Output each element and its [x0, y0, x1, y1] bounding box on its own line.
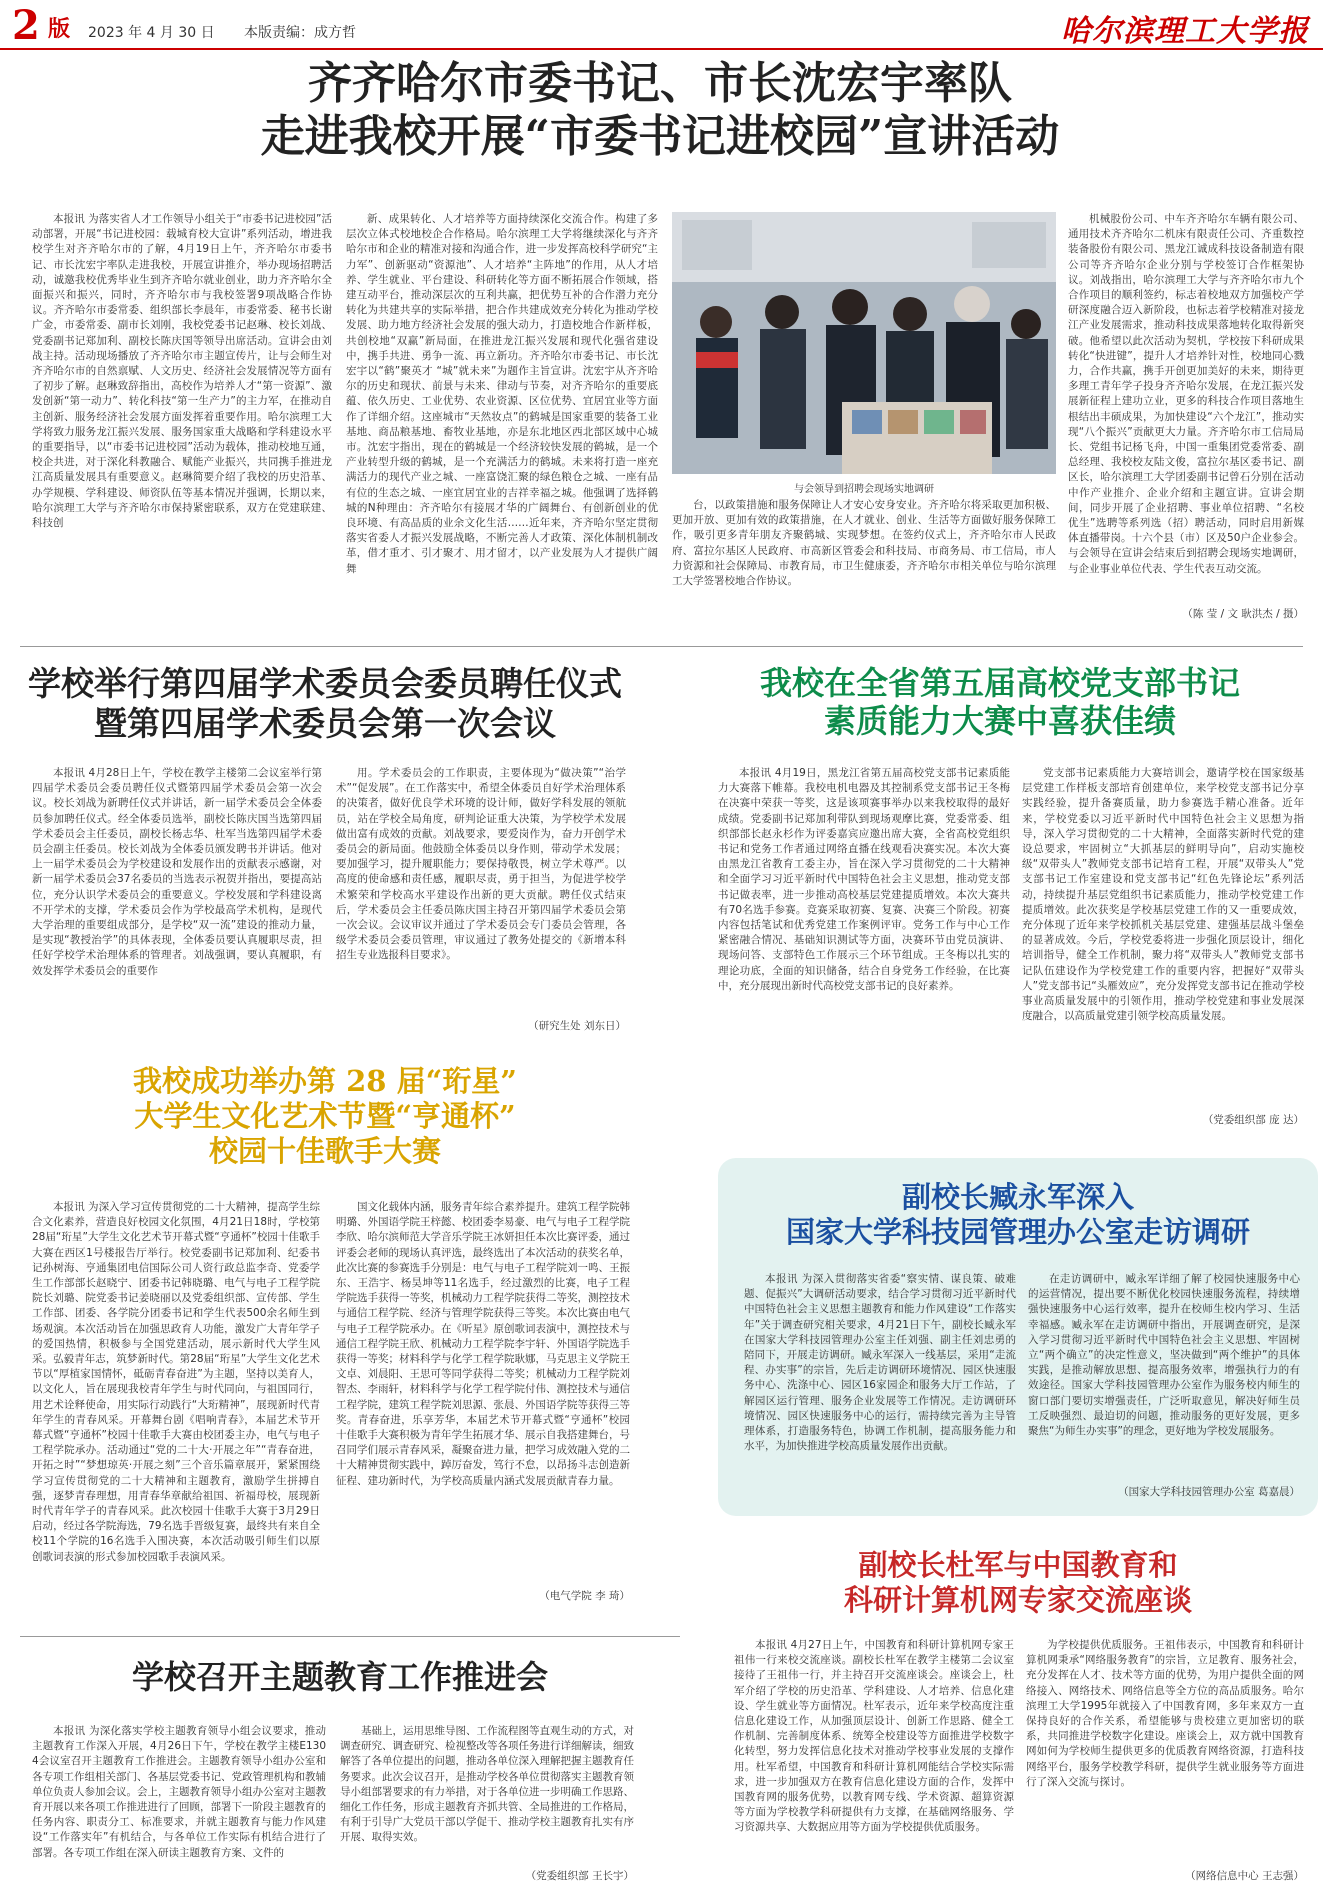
visit-column-1	[744, 1272, 1016, 1504]
academic-column-2	[336, 766, 626, 1016]
section-divider-2	[20, 1636, 680, 1637]
party-byline: （党委组织部 庞 达）	[1202, 1114, 1304, 1126]
visit-text-1: 本报讯 为深入贯彻落实省委“察实情、谋良策、破难题、促振兴”大调研活动要求，结合学习贯彻习近平新时代中国特色社会主义思想主题教育和能力作风建设“工作落实年”关于调查研究相关要求，4月21日下午，副校长臧永军在国家大学科技园管理办公室主任刘强、副主任刘忠勇的陪同下，开展走访调研。臧永军深入一线基层，采用“走流程、办实事”的宗旨，先后走访调研环境情况、园区快速服务中心、洗涤中心、园区16家园企和服务大厅工作站，了解园区运行管理、服务企业发展等工作情况。走访调研环境情况、园区快速服务中心的运行，需持续完善为主导管理体系，打造服务特色，协调工作机制，提高服务能力和水平，为加快推进学校高质量发展作出贡献。	[744, 1273, 1016, 1453]
academic-headline-line1: 学校举行第四届学术委员会委员聘任仪式	[28, 664, 622, 703]
arts-column-1	[32, 1200, 320, 1628]
academic-text-1: 本报讯 4月28日上午，学校在教学主楼第二会议室举行第四届学术委员会委员聘任仪式暨第四届学术委员会第一次会议。校长刘战为新聘任仪式并讲话，新一届学术委员会全体委员参加聘任仪式。经全体委员选举，副校长陈庆国当选第四届学术委员会主任委员，副校长杨志华、杜军当选第四届学术委员会副主任委员。校长刘战为全体委员颁发聘书并讲话。他对上一届学术委员会为学校建设和发展作出的贡献表示感谢，对新一届学术委员会37名委员的当选表示祝贺并指出，要提高站位，充分认识学术委员会的重要意义。学校发展和学科建设离不开学术的支撑，学术委员会作为学校最高学术机构，是现代大学治理的重要组成部分，是学校“双一流”建设的推动力量，是实现“教授治学”的具体表现，全体委员要认真履职尽责，担任好学校学术治理体系的管理者。刘战强调，要认真履职，有效发挥学术委员会的重要作	[32, 767, 322, 977]
network-headline-line1: 副校长杜军与中国教育和	[858, 1548, 1178, 1582]
section-divider	[20, 646, 1303, 647]
education-headline: 学校召开主题教育工作推进会	[131, 1658, 548, 1696]
lead-byline: （陈 莹 / 文 耿洪杰 / 摄）	[1182, 608, 1304, 620]
network-headline-line2: 科研计算机网专家交流座谈	[843, 1582, 1192, 1617]
network-column-1	[734, 1638, 1014, 1884]
lead-text-1: 本报讯 为落实省人才工作领导小组关于“市委书记进校园”活动部署，开展“书记进校园：载城育校大宣讲”系列活动，增进我校学生对齐齐哈尔市的了解，4月19日上午，齐齐哈尔市委书记、市长沈宏宇率队走进我校，开展宣讲推介，举办现场招聘活动，诚邀我校优秀毕业生到齐齐哈尔就业创业，助力齐齐哈尔全面振兴和振兴，同时，齐齐哈尔市与我校签署9项战略合作协议。齐齐哈尔市委常委、组织部长李晨年，市委常委、秘书长谢广金，市委常委、副市长刘刚，我校党委书记赵琳、校长刘战、党委副书记郑加利、副校长陈庆国等领导出席活动。宣讲会由刘战主持。活动现场播放了齐齐哈尔市主题宣传片，让与会师生对齐齐哈尔市的自然禀赋、人文历史、经济社会发展情况等方面有了初步了解。赵琳致辞指出，高校作为培养人才“第一资源”、激发创新“第一动力”、转化科技“第一生产力”的主力军，在推动自主创新、服务经济社会发展方面发挥着重要作用。哈尔滨理工大学将致力服务龙江振兴发展、服务国家重大战略和学科建设水平的重要指导，以“市委书记进校园”活动为载体，推动校地互通，校企共进，对于深化科教融合、赋能产业振兴，共同携手推进龙江高质量发展具有重要意义。赵琳简要介绍了我校的历史沿革、办学规模、学科建设、师资队伍等基本情况并强调，长期以来，哈尔滨理工大学与齐齐哈尔市保持紧密联系，双方在党建联建、科技创	[32, 213, 332, 530]
arts-headline	[20, 1064, 630, 1168]
visit-headline	[718, 1180, 1318, 1250]
arts-column-2	[336, 1200, 630, 1572]
party-headline-line2: 素质能力大赛中喜获佳绩	[823, 702, 1176, 741]
page-suffix: 版	[48, 17, 71, 42]
academic-column-1	[32, 766, 322, 1041]
party-column-2	[1022, 766, 1304, 1096]
party-headline-line1: 我校在全省第五届高校党支部书记	[759, 664, 1240, 702]
lead-column-3	[672, 498, 1056, 622]
page-number: 2	[12, 2, 40, 49]
party-column-1	[718, 766, 1010, 1111]
visit-headline-line2: 国家大学科技园管理办公室走访调研	[785, 1214, 1250, 1249]
education-byline: （党委组织部 王长宇）	[525, 1870, 634, 1882]
party-text-2: 党支部书记素质能力大赛培训会，邀请学校在国家级基层党建工作样板支部培育创建单位，来学校党支部书记分享实践经验，提升备赛质量，助力参赛选手精心准备。近年来，学校党委以习近平新时代中国特色社会主义思想为指导，深入学习贯彻党的二十大精神，全面落实新时代党的建设总要求，牢固树立“大抓基层的鲜明导向”，启动实施校级“双带头人”教师党支部书记培育工程，开展“双带头人”党支部书记工作室建设和党支部书记“红色先锋论坛”系列活动，持续提升基层党组织书记素质能力，推动学校党建工作提质增效。此次获奖是学校基层党建工作的又一重要成效，充分体现了近年来学校抓机关基层党建、建强基层战斗堡垒的显著成效。今后，学校党委将进一步强化顶层设计，细化培训指导，健全工作机制，聚力将“双带头人”教师党支部书记队伍建设作为学校党建工作的重要内容，把握好“双带头人”党支部书记“头雁效应”，充分发挥党支部书记在推动学校事业高质量发展中的引领作用，推动学校党建和事业发展深度融合，以高质量党建引领学校高质量发展。	[1022, 767, 1304, 1023]
masthead	[0, 0, 1323, 50]
lead-headline-line1: 齐齐哈尔市委书记、市长沈宏宇率队	[308, 58, 1012, 109]
arts-headline-line3: 校园十佳歌手大赛	[208, 1133, 441, 1168]
lead-column-2	[346, 212, 658, 622]
photo-scene-image	[672, 212, 1056, 474]
lead-column-4	[1068, 212, 1304, 604]
party-text-1: 本报讯 4月19日，黑龙江省第五届高校党支部书记素质能力大赛落下帷幕。我校电机电器及其控制系党支部书记王冬梅在决赛中荣获一等奖，这是该项赛事举办以来我校取得的最好成绩。党委副书记郑加利带队到现场观摩比赛，党委常委、组织部部长赵永杉作为评委嘉宾应邀出席大赛，全省高校党组织书记和党务工作者通过网络直播在线观看决赛实况。本次大赛由黑龙江省教育工委主办，旨在深入学习贯彻党的二十大精神和全面学习习近平新时代中国特色社会主义思想，推动党支部书记做表率，进一步推动高校基层党建提质增效。本次大赛共有70名选手参赛。竞赛采取初赛、复赛、决赛三个阶段。初赛内容包括笔试和优秀党建工作案例评审。党务工作与中心工作紧密融合情况、基础知识测试等方面，决赛环节由党员演讲、现场问答、支部特色工作展示三个环节组成。王冬梅以扎实的理论功底，全面的知识储备，结合自身党务工作经验，在比赛中，充分展现出新时代高校党支部书记的良好素养。	[718, 767, 1010, 992]
academic-headline-line2: 暨第四届学术委员会第一次会议	[94, 703, 556, 743]
arts-byline: （电气学院 李 琦）	[539, 1590, 630, 1602]
party-headline	[700, 664, 1300, 741]
education-text-1: 本报讯 为深化落实学校主题教育领导小组会议要求，推动主题教育工作深入开展，4月26日下午，学校在教学主楼E1304会议室召开主题教育工作推进会。主题教育领导小组办公室和各专项工作组相关部门、各基层党委书记、党政管理机构和教辅单位负责人参加会议。会上，主题教育领导小组办公室对主题教育开展以来各项工作推进进行了回顾，部署下一阶段主题教育的任务内容、职责分工、标准要求，并就主题教育与能力作风建设“工作落实年”有机结合，与各单位工作实际有机结合进行了部署。各专项工作组在深入研读主题教育方案、文件的	[32, 1725, 326, 1859]
network-headline	[718, 1548, 1318, 1618]
network-column-2	[1026, 1638, 1304, 1862]
network-text-2: 为学校提供优质服务。王祖伟表示，中国教育和科研计算机网秉承“网络服务教育”的宗旨，立足教育、服务社会，充分发挥在人才、技术等方面的优势，为用户提供全面的网络接入、网络技术、网络信息等全方位的高品质服务。哈尔滨理工大学1995年就接入了中国教育网，多年来双方一直保持良好的合作关系，希望能够与贵校建立更加密切的联系，共同推进学校数字化建设。座谈会上，双方就中国教育网如何为学校师生提供更多的优质教育网络资源，打造科技网络平台，服务学校教学科研，提供学生就业服务等方面进行了深入交流与探讨。	[1026, 1639, 1304, 1788]
academic-text-2: 用。学术委员会的工作职责，主要体现为“做决策”“治学术”“促发展”。在工作落实中，希望全体委员自好学术治理体系的决策者，做好优良学术环境的设计师，做好学科发展的领航员，站在学校全局角度，研判论证重大决策，为学校学术发展做出富有成效的贡献。刘战要求，要爱岗作为，奋力开创学术委员会的新局面。他鼓励全体委员以身作则，带动学术发展；要加强学习，提升履职能力；要保持敬畏，树立学术尊严。以高度的使命感和责任感，履职尽责，勇于担当，为促进学校学术繁荣和学校高水平建设作出新的更大贡献。聘任仪式结束后，学术委员会主任委员陈庆国主持召开第四届学术委员会第一次会议。会议审议并通过了学术委员会专门委员会管理，各级学术委员会委员管理，审议通过了教务处提交的《新增本科招生专业选报科目要求》。	[336, 767, 626, 962]
visit-byline: （国家大学科技园管理办公室 葛嘉晨）	[1118, 1486, 1300, 1498]
network-text-1: 本报讯 4月27日上午，中国教育和科研计算机网专家王祖伟一行来校交流座谈。副校长杜军在教学主楼第二会议室接待了王祖伟一行，并主持召开交流座谈会。座谈会上，杜军介绍了学校的历史沿革、学科建设、人才培养、信息化建设、学生就业等方面情况。杜军表示，近年来学校高度注重信息化建设工作，从加强顶层设计、创新工作思路、健全工作机制、完善制度体系、统筹全校建设等方面推进学校数字化转型，努力发挥信息化技术对推动学校事业发展的支撑作用。杜军希望，中国教育和科研计算机网能结合学校实际需求，进一步加强双方在教育信息化建设方面的合作，发挥中国教育网的服务优势，以教育网专线、学术资源、超算资源等方面为学校教学科研提供有力支撑，在基础网络服务、学习资源共享、大数据应用等方面为学校提供优质服务。	[734, 1639, 1014, 1834]
visit-column-2	[1028, 1272, 1300, 1478]
newspaper-logo: 哈尔滨理工大学报	[1061, 14, 1309, 49]
lead-text-4: 机械股份公司、中车齐齐哈尔车辆有限公司、通用技术齐齐哈尔二机床有限责任公司、齐重数控装备股份有限公司、黑龙江诚成科技设备制造有限公司等齐齐哈尔企业分别与学校签订合作框架协议。刘战指出，哈尔滨理工大学与齐齐哈尔市九个合作项目的顺利签约，标志着校地双方加强校产学研深度融合迈入新阶段，也标志着学校精准对接龙江产业发展需求，推动科技成果落地转化取得新突破。他希望以此次活动为契机，学校按下科研成果转化“快进键”，提升人才培养针对性，校地同心戮力，合作共赢，携手开创更加美好的未来，期待更多理工青年学子投身齐齐哈尔发展，在龙江振兴发展新征程上建功立业，更多的科技合作项目落地生根结出丰硕成果，为加快建设“六个龙江”，推动实现“八个振兴”贡献更大力量。齐齐哈尔市工信局局长、党组书记杨飞舟，中国一重集团党委常委、副总经理、我校校友陆文俊，富拉尔基区委书记、副区长，哈尔滨理工大学团委副书记曾石分别在活动中作产业推介、企业介绍和主题宣讲。宣讲会期间，同步开展了企业招聘、事业单位招聘、“名校优生”选聘等系列选（招）聘活动，同时启用新媒体直播带岗。十六个县（市）区及50户企业参会。与会领导在宣讲会结束后到招聘会现场实地调研，与企业事业单位代表、学生代表互动交流。	[1068, 213, 1304, 575]
visit-headline-line1: 副校长臧永军深入	[901, 1180, 1134, 1214]
arts-headline-line1: 我校成功举办第 28 届“珩星”	[133, 1064, 517, 1098]
lead-column-1	[32, 212, 332, 622]
visit-text-2: 在走访调研中，臧永军详细了解了校园快速服务中心的运营情况，提出要不断优化校园快速服务流程，持续增强快速服务中心运行效率，提升在校师生校内学习、生活幸福感。臧永军在走访调研中指出，开展调查研究，是深入学习贯彻习近平新时代中国特色社会主义思想、牢固树立“两个确立”的决定性意义，坚决做到“两个维护”的具体实践，是推动解放思想、提高服务效率，增强执行力的有效途径。国家大学科技园管理办公室作为服务校内师生的窗口部门要切实增强责任，广泛听取意见，解决好师生员工反映强烈、最迫切的问题，推动服务的更好发展，更多聚焦“为师生办实事”的理念，更好地为学校发展服务。	[1028, 1273, 1300, 1438]
academic-headline	[20, 664, 630, 743]
education-column-1	[32, 1724, 326, 1884]
academic-byline: （研究生处 刘东日）	[528, 1020, 626, 1032]
page-editor: 本版责编：成方哲	[244, 25, 356, 41]
lead-headline-line2: 走进我校开展“市委书记进校园”宣讲活动	[260, 110, 1060, 162]
lead-photo	[672, 212, 1056, 474]
education-column-2	[340, 1724, 634, 1862]
lead-text-2: 新、成果转化、人才培养等方面持续深化交流合作。构建了多层次立体式校地校企合作格局。哈尔滨理工大学将继续深化与齐齐哈尔市和企业的精准对接和沟通合作，进一步发挥高校科学研究“主力军”、创新驱动“资源池”、人才培养“主阵地”的作用，从人才培养、学生就业、平台建设、科研转化等方面不断拓展合作领域，搭建互动平台，推动深层次的互利共赢，把优势互补的合作潜力充分转化为共建共享的实际举措，把合作共建成效充分转化为推动学校发展、助力地方经济社会发展的强大动力，打造校地合作新样板，共创校地“双赢”新局面，在推进龙江振兴发展和现代化强省建设中，携手共进、勇争一流、再立新功。齐齐哈尔市委书记、市长沈宏宇以“鹤”聚英才 “城”就未来”为题作主旨宣讲。沈宏宇从齐齐哈尔的历史和现状、前景与未来、律动与节奏，对齐齐哈尔的重要底蕴、依久历史、工业优势、农业资源、区位优势、宜居宜业等方面作了详细介绍。这座城市“天然妆点”的鹤城是国家重要的装备工业基地、商品粮基地、畜牧业基地，亦是东北地区西北部区域中心城市。沈宏宇指出，现在的鹤城是一个经济较快发展的鹤城，是一个产业转型升级的鹤城，是一个充满活力的鹤城。未来将打造一座充满活力的现代产业之城、一座富饶汇聚的绿色粮仓之城、一座有品有位的生态之城、一座宜居宜业的吉祥幸福之城。他强调了选择鹤城的N种理由：齐齐哈尔有接展才华的广阔舞台、有创新创业的优良环境、有高品质的业余文化生活……近年来，齐齐哈尔坚定贯彻落实省委人才振兴发展战略，不断完善人才政策、深化体制机制改革，借才重才、引才聚才、用才留才，以产业发展为人才提供广阔舞	[346, 213, 658, 575]
arts-text-1: 本报讯 为深入学习宣传贯彻党的二十大精神，提高学生综合文化素养，营造良好校园文化氛围，4月21日18时，学校第28届“珩星”大学生文化艺术节开幕式暨“亨通杯”校园十佳歌手大赛在西区1号楼报告厅举行。校党委副书记郑加利、纪委书记孙树海、亨通集团电信国际公司人资行政总监李奇、党委学生工作部部长赵晓宁、团委书记韩晓璐、电气与电子工程学院院长刘璐、院党委书记姜晓丽以及党委组织部、宣传部、学生工作部、团委、各学院分团委书记和学生代表500余名师生到场观演。本次活动旨在加强思政育人功能，激发广大青年学子的爱国热情，积极参与全国党建活动，展示新时代大学生风采。弘毅青年志，筑梦新时代。第28届“珩星”大学生文化艺术节以“厚植家国情怀，砥砺青春奋进”为主题，坚持以美育人，以文化人，旨在展现我校青年学生与时代同向，与祖国同行，用艺术诠释使命，用实际行动践行“大珩精神”，展现新时代青年学生的青春风采。开幕舞台剧《唱响青春》，本届艺术节开幕式暨“亨通杯”校园十佳歌手大赛由校团委主办，电气与电子工程学院承办。活动通过“党的二十大·开展之年”“青春奋进，开拓之时”“梦想琼英·开展之刻”三个音乐篇章展开，紧紧围绕学习宣传贯彻党的二十大精神和主题教育，激励学生拼搏自强，逐梦青春理想，用青春华章献给祖国、祈福母校，展现新时代青年学子的青春风采。此次校园十佳歌手大赛于3月29日启动，经过各学院海选，79名选手晋级复赛，最终共有来自全校11个学院的16名选手入围决赛，本次活动吸引师生们以原创歌词表演的形式参加校园歌手表演风采。	[32, 1201, 320, 1563]
arts-text-2: 国文化载体内涵，服务青年综合素养提升。建筑工程学院韩明璐、外国语学院王梓懿、校团委李易豪、电气与电子工程学院李欣、哈尔滨师范大学音乐学院王冰妍担任本次比赛评委，通过评委会老师的现场认真评选，最终选出了本次活动的获奖名单，此次比赛的参赛选手分别是：电气与电子工程学院刘一鸣、王振东、王浩宇、杨昊坤等11名选手，经过激烈的比赛，电子工程学院选手获得一等奖，机械动力工程学院获得二等奖，测控技术与通信工程学院、经济与管理学院获得三等奖。本次比赛由电气与电子工程学院承办。在《听星》原创歌词表演中，测控技术与通信工程学院王欣、机械动力工程学院李宇轩、外国语学院选手获得一等奖；材料科学与化学工程学院耿娜，马克思主义学院王文卓、刘晨阳、王思可等同学获得二等奖；机械动力工程学院刘智杰、李雨轩，材料科学与化学工程学院付伟、测控技术与通信工程学院，建筑工程学院刘思源、张晨、外国语学院等获得三等奖。青春奋进，乐享芳华，本届艺术节开幕式暨“亨通杯”校园十佳歌手大赛积极为青年学生拓展才华、展示自我搭建舞台，号召同学们展示青春风采，凝聚奋进力量，把学习成效融入党的二十大精神贯彻实践中，踔厉奋发，笃行不怠，以昂扬斗志创造新征程、建功新时代，为学校高质量内涵式发展贡献青春力量。	[336, 1201, 630, 1487]
lead-text-3: 台，以政策措施和服务保障让人才安心安身安业。齐齐哈尔将采取更加积极、更加开放、更加有效的政策措施，在人才就业、创业、生活等方面做好服务保障工作，吸引更多青年朋友齐聚鹤城、实现梦想。在签约仪式上，齐齐哈尔市人民政府、富拉尔基区人民政府、市高新区管委会和科技局、市商务局、市工信局，市人力资源和社会保障局、市教育局，市卫生健康委，齐齐哈尔市相关单位与哈尔滨理工大学签署校地合作协议。	[672, 499, 1056, 588]
issue-date: 2023 年 4 月 30 日	[88, 25, 215, 41]
lead-headline	[40, 58, 1280, 164]
lead-photo-caption: 与会领导到招聘会现场实地调研	[794, 484, 934, 495]
education-text-2: 基础上，运用思维导图、工作流程图等直观生动的方式，对调查研究、调查研究、检视整改等各项任务进行详细解读，细致解答了各单位提出的问题，推动各单位深入理解把握主题教育任务要求。此次会议召开，是推动学校各单位贯彻落实主题教育领导小组部署要求的有力举措，对于各单位进一步明确工作思路、细化工作任务，形成主题教育齐抓共管、全局推进的工作格局，有利于引导广大党员干部以学促干、推动学校主题教育扎实有序开展、取得实效。	[340, 1725, 634, 1844]
arts-headline-line2: 大学生文化艺术节暨“亨通杯”	[134, 1098, 516, 1133]
network-byline: （网络信息中心 王志强）	[1185, 1870, 1304, 1882]
